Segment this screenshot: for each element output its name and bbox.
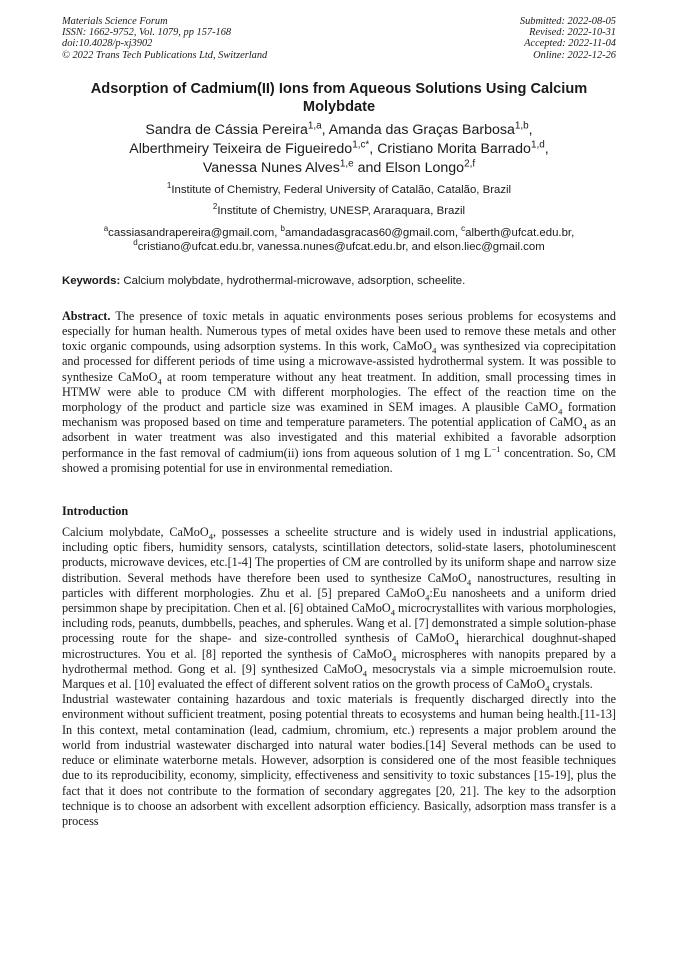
- subscript: 4: [391, 653, 397, 664]
- author-separator: ,: [321, 121, 329, 138]
- abstract-text: at room temperature without any heat treatment. In addition, small processing times in HTMW were able to produce CM with different morphologies. The effect of the reaction time on the morphology of the product and particle size was examined in SEM images. A plausible CaMO: [62, 369, 616, 415]
- author-list: [62, 121, 616, 178]
- running-header: [62, 16, 616, 61]
- date-revised: Revised: 2022-10-31: [529, 27, 616, 39]
- intro-text: microcrystallites with various morphologies, including rods, peanuts, dumbbells, peaches, and spherules. Wang et al. [7] demonstrated a simple solution-phase processing route for the shape- and size-controlled synthesis of CaMoO: [62, 601, 616, 646]
- author-name: Elson Longo: [385, 159, 465, 176]
- author-affiliation-mark: 1,a: [307, 120, 322, 132]
- abstract-label: Abstract.: [62, 308, 111, 323]
- abstract-text: was synthesized via coprecipitation and processed for different periods of time using a microwave-assisted hydrothermal system. It was possible to synthesize CaMoO: [62, 339, 616, 384]
- email-d[interactable]: cristiano@ufcat.edu.br, vanessa.nunes@ufcat.edu.br, and elson.liec@gmail.com: [137, 240, 545, 253]
- email-line: [62, 226, 616, 240]
- author-separator: ,: [544, 140, 549, 157]
- author-separator: ,: [369, 140, 378, 157]
- email-mark: c: [461, 224, 466, 234]
- intro-text: hierarchical doughnut-shaped microstructures. You et al. [8] reported the synthesis of CaMoO: [62, 631, 616, 661]
- subscript: 4: [454, 637, 459, 648]
- intro-text: microspheres with nanopits prepared by a hydrothermal method. Gong et al. [9] synthesized CaMoO: [62, 646, 616, 676]
- email-mark: a: [103, 224, 109, 234]
- email-c[interactable]: alberth@ufcat.edu.br,: [465, 226, 575, 239]
- author-separator: and: [353, 159, 386, 176]
- subscript: 4: [432, 345, 437, 356]
- affiliation: [62, 183, 616, 197]
- author-name: Sandra de Cássia Pereira: [145, 121, 308, 138]
- subscript: 4: [466, 577, 472, 588]
- author-affiliation-mark: 1,e: [339, 158, 354, 170]
- submission-dates: [520, 16, 616, 61]
- intro-text: , possesses a scheelite structure and is widely used in industrial applications, including optic fibers, humidity sensors, catalysts, scintillation detectors, solid-state lasers, photoluminescent products, microwave devices, etc.[1-4] The properties of CM are controlled by its uniform shape and narrow size distribution. Several methods have therefore been used to synthesize CaMoO: [62, 525, 617, 585]
- author-name: Amanda das Graças Barbosa: [328, 121, 515, 138]
- subscript: 4: [390, 607, 395, 618]
- email-line: [62, 240, 616, 254]
- abstract-text: concentration. So, CM showed a promising potential for use in environmental remediation.: [62, 445, 616, 475]
- subscript: 4: [425, 592, 430, 603]
- subscript: 4: [362, 668, 367, 679]
- keywords-text: Calcium molybdate, hydrothermal-microwave, adsorption, scheelite.: [120, 274, 466, 287]
- author-name: Vanessa Nunes Alves: [202, 159, 340, 176]
- subscript: 4: [545, 683, 550, 694]
- subscript: 4: [582, 421, 587, 432]
- author-name: Alberthmeiry Teixeira de Figueiredo: [129, 140, 353, 157]
- author-line: [62, 140, 616, 159]
- affiliation-text: Institute of Chemistry, Federal University of Catalão, Catalão, Brazil: [171, 183, 512, 196]
- intro-text: Calcium molybdate, CaMoO: [62, 525, 209, 540]
- email-a[interactable]: cassiasandrapereira@gmail.com,: [108, 226, 281, 239]
- date-accepted: Accepted: 2022-11-04: [524, 38, 616, 50]
- journal-info: [62, 16, 267, 61]
- affiliation-text: Institute of Chemistry, UNESP, Araraquara, Brazil: [217, 204, 466, 217]
- author-affiliation-mark: 1,c*: [352, 139, 370, 151]
- author-affiliation-mark: 1,b: [514, 120, 529, 132]
- subscript: 4: [208, 531, 213, 542]
- superscript: −1: [491, 443, 501, 454]
- affiliation-mark: 1: [166, 181, 172, 191]
- intro-text: crystals.: [549, 677, 593, 692]
- author-name: Cristiano Morita Barrado: [377, 140, 531, 157]
- paper-title: [62, 80, 616, 116]
- author-emails: [62, 226, 616, 254]
- title-line: Adsorption of Cadmium(II) Ions from Aqueous Solutions Using Calcium: [90, 80, 588, 97]
- journal-copyright: © 2022 Trans Tech Publications Ltd, Switzerland: [62, 49, 268, 61]
- intro-text: :Eu nanosheets and a uniform dried persimmon shape by precipitation. Chen et al. [6] obtained CaMoO: [62, 585, 616, 616]
- subscript: 4: [157, 376, 162, 387]
- introduction-paragraph: [62, 525, 616, 692]
- email-mark: b: [280, 224, 285, 234]
- abstract-text: formation mechanism was proposed based on time and temperature parameters. The potential application of CaMO: [62, 400, 616, 430]
- intro-text: nanostructures, resulting in particles with different morphologies. Zhu et al. [5] prepared CaMoO: [62, 570, 616, 600]
- journal-issn: ISSN: 1662-9752, Vol. 1079, pp 157-168: [62, 27, 232, 39]
- keywords-label: Keywords:: [62, 274, 121, 287]
- abstract: [62, 309, 616, 476]
- affiliation: [62, 204, 616, 218]
- author-affiliation-mark: 2,f: [464, 158, 476, 170]
- email-b[interactable]: amandadasgracas60@gmail.com,: [284, 226, 462, 239]
- journal-doi: doi:10.4028/p-xj3902: [62, 38, 153, 50]
- abstract-text: as an adsorbent in water treatment was also investigated and this material exhibited a favorable adsorption performance in the fast removal of cadmium(ii) ions from aqueous solution of 1 mg L: [62, 415, 616, 460]
- subscript: 4: [558, 406, 563, 417]
- section-heading-introduction: Introduction: [62, 504, 129, 519]
- date-online: Online: 2022-12-26: [533, 49, 616, 61]
- author-separator: ,: [528, 121, 533, 138]
- keywords: [62, 274, 616, 288]
- title-line: Molybdate: [302, 98, 376, 115]
- abstract-text: The presence of toxic metals in aquatic environments poses serious problems for ecosystems and especially for human health. Numerous types of metal oxides have been used to remove these metals and other toxic organic compounds, using adsorption systems. In this work, CaMoO: [62, 308, 616, 354]
- author-affiliation-mark: 1,d: [530, 139, 545, 151]
- email-mark: d: [133, 238, 138, 248]
- introduction-paragraph: Industrial wastewater containing hazardous and toxic materials is frequently discharged directly into the environment without sufficient treatment, posing potential threats to ecosystems and human being health.[11-13] In this context, metal contamination (lead, cadmium, chromium, etc.) represents a major problem around the world from industrial wastewater discharged into natural water bodies.[14] Several methods can be used to reduce or eliminate waterborne metals. However, adsorption is considered one of the most feasible techniques due to its reproducibility, economy, simplicity, effectiveness and sensitivity to toxic substances [15-19], plus the fact that it does not contribute to the formation of secondary aggregates [20, 21]. The key to the adsorption technique is to choose an adsorbent with excellent adsorption efficiency. Basically, adsorption mass transfer is a process: [62, 692, 616, 828]
- author-line: [62, 121, 616, 140]
- intro-text: mesocrystals via a simple microemulsion route. Marques et al. [10] evaluated the effect of different solvent ratios on the growth process of CaMoO: [62, 661, 617, 692]
- author-line: [62, 159, 616, 178]
- journal-name: Materials Science Forum: [62, 16, 168, 27]
- affiliation-mark: 2: [212, 202, 218, 212]
- date-submitted: Submitted: 2022-08-05: [519, 16, 616, 27]
